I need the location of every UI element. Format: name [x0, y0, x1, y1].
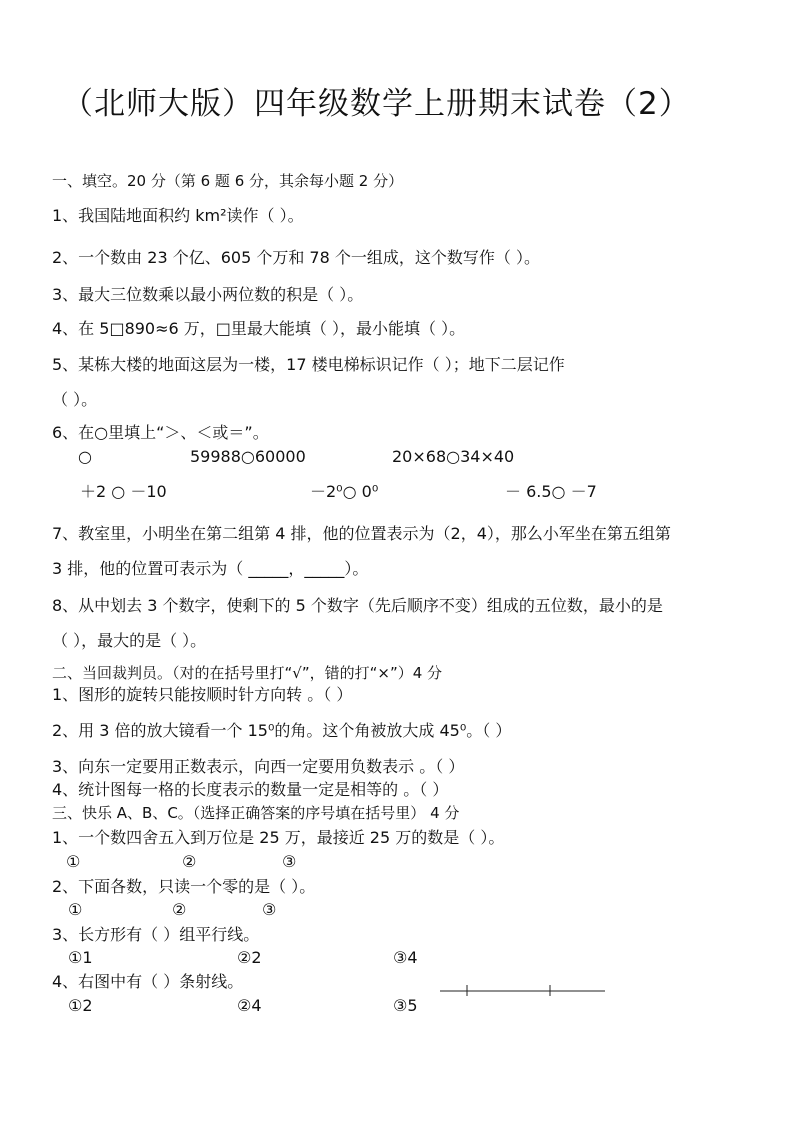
question-1-3: 3、最大三位数乘以最小两位数的积是（ ）。: [52, 285, 364, 304]
compare-item: － 6.5○ －7: [505, 482, 597, 501]
compare-item: ＋2 ○ －10: [80, 482, 167, 501]
question-3-3: 3、长方形有（ ）组平行线。: [52, 925, 260, 944]
option-item: ③: [282, 852, 297, 871]
option-item: ②: [172, 900, 187, 919]
option-item: ①: [66, 852, 81, 871]
question-1-1: 1、我国陆地面积约 km²读作（ ）。: [52, 206, 304, 225]
question-1-6-intro: 6、在○里填上“＞、＜或＝”。: [52, 423, 269, 442]
option-item: ③5: [393, 996, 418, 1015]
question-1-8-line2: （ ），最大的是（ ）。: [52, 631, 207, 650]
compare-item: 59988○60000: [190, 447, 306, 466]
question-1-5-line1: 5、某栋大楼的地面这层为一楼，17 楼电梯标识记作（ ）；地下二层记作: [52, 355, 565, 374]
question-1-4: 4、在 5□890≈6 万，□里最大能填（ ），最小能填（ ）。: [52, 319, 466, 338]
question-3-2: 2、下面各数，只读一个零的是（ ）。: [52, 877, 316, 896]
option-item: ①: [68, 900, 83, 919]
question-1-2: 2、一个数由 23 个亿、605 个万和 78 个一组成，这个数写作（ ）。: [52, 248, 540, 267]
section2-heading: 二、当回裁判员。（对的在括号里打“√”，错的打“×”）4 分: [52, 664, 443, 682]
question-2-3: 3、向东一定要用正数表示，向西一定要用负数表示 。（ ）: [52, 757, 465, 776]
option-item: ①2: [68, 996, 93, 1015]
option-item: ②: [182, 852, 197, 871]
question-3-4: 4、右图中有（ ）条射线。: [52, 972, 244, 991]
section3-heading: 三、快乐 A、B、C。（选择正确答案的序号填在括号里） 4 分: [52, 804, 460, 822]
option-item: ②4: [237, 996, 262, 1015]
compare-item: 20×68○34×40: [392, 447, 515, 466]
question-1-8-line1: 8、从中划去 3 个数字，使剩下的 5 个数字（先后顺序不变）组成的五位数，最小的是: [52, 596, 663, 615]
page-title: （北师大版）四年级数学上册期末试卷（2）: [62, 86, 691, 122]
question-1-7-line2: 3 排，他的位置可表示为（ _____，_____）。: [52, 559, 369, 578]
question-1-5-line2: （ ）。: [52, 390, 98, 409]
question-3-1: 1、一个数四舍五入到万位是 25 万，最接近 25 万的数是（ ）。: [52, 828, 505, 847]
question-2-2: 2、用 3 倍的放大镜看一个 15⁰的角。这个角被放大成 45⁰。（ ）: [52, 721, 512, 740]
question-1-7-line1: 7、教室里，小明坐在第二组第 4 排，他的位置表示为（2，4），那么小军坐在第五组第: [52, 524, 671, 543]
compare-item: ○: [78, 447, 92, 466]
question-2-4: 4、统计图每一格的长度表示的数量一定是相等的 。（ ）: [52, 780, 449, 799]
compare-item: －2⁰○ 0⁰: [310, 482, 379, 501]
ray-line-figure: [440, 982, 610, 996]
option-item: ②2: [237, 948, 262, 967]
option-item: ③: [262, 900, 277, 919]
section1-heading: 一、填空。20 分（第 6 题 6 分，其余每小题 2 分）: [52, 172, 404, 190]
option-item: ③4: [393, 948, 418, 967]
option-item: ①1: [68, 948, 93, 967]
question-2-1: 1、图形的旋转只能按顺时针方向转 。（ ）: [52, 685, 353, 704]
